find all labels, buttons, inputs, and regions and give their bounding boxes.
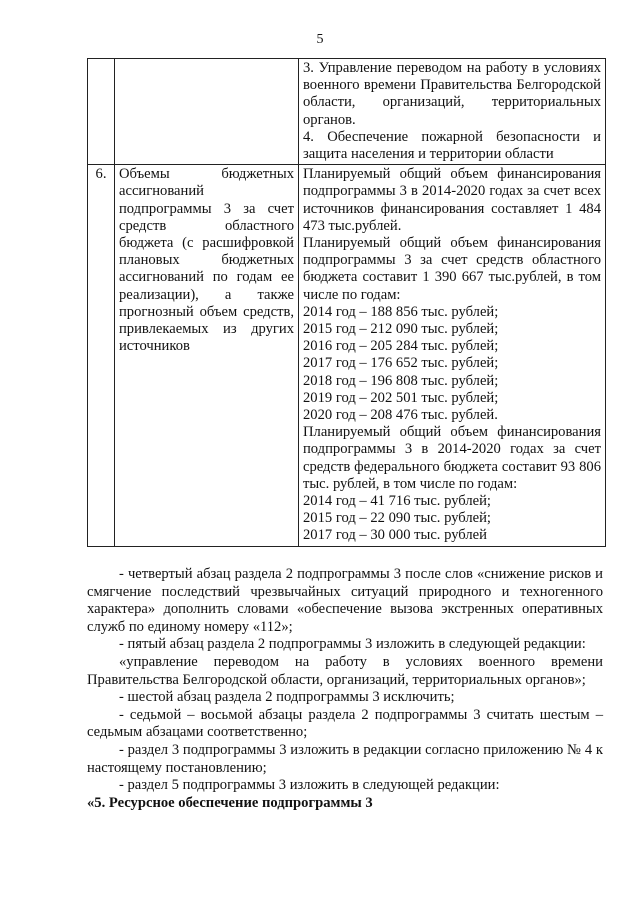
row-label-text: Объемы бюджетных ассигнований подпрограммы 3 за счет средств областного бюджета (с расшифровкой плановых бюджетных ассигнований по годам ее реализации), а также прогнозный объем средств, привлекаемых из других источников bbox=[119, 166, 294, 355]
table-row-6 bbox=[88, 165, 606, 546]
row-label bbox=[115, 165, 299, 546]
paragraph: - раздел 5 подпрограммы 3 изложить в следующей редакции: bbox=[119, 777, 500, 794]
paragraph: - пятый абзац раздела 2 подпрограммы 3 изложить в следующей редакции: bbox=[119, 636, 586, 653]
section-heading: «5. Ресурсное обеспечение подпрограммы 3 bbox=[87, 794, 373, 811]
passport-table bbox=[87, 58, 606, 547]
year-line: 2020 год – 208 476 тыс. рублей. bbox=[303, 407, 498, 424]
table-cell-content bbox=[299, 165, 606, 546]
page-number: 5 bbox=[316, 32, 324, 47]
year-line: 2015 год – 22 090 тыс. рублей; bbox=[303, 510, 491, 527]
year-line: 2015 год – 212 090 тыс. рублей; bbox=[303, 321, 499, 338]
year-line: 2014 год – 41 716 тыс. рублей; bbox=[303, 493, 491, 510]
cell-paragraph: Планируемый общий объем финансирования подпрограммы 3 за счет средств областного бюджета составит 1 390 667 тыс.рублей, в том числе по годам: bbox=[303, 235, 601, 303]
table-cell-empty-num bbox=[88, 59, 115, 165]
year-line: 2016 год – 205 284 тыс. рублей; bbox=[303, 338, 499, 355]
table-cell-content bbox=[299, 59, 606, 165]
table-cell-empty-label bbox=[115, 59, 299, 165]
year-line: 2018 год – 196 808 тыс. рублей; bbox=[303, 372, 499, 389]
quoted-paragraph: «управление переводом на работу в условиях военного времени Правительства Белгородской области, организаций, территориальных органов»; bbox=[87, 653, 603, 688]
body-text bbox=[87, 566, 603, 812]
cell-paragraph: 4. Обеспечение пожарной безопасности и защита населения и территории области bbox=[303, 128, 601, 163]
row-number: 6. bbox=[88, 165, 115, 546]
paragraph: - шестой абзац раздела 2 подпрограммы 3 исключить; bbox=[119, 689, 455, 706]
paragraph: - четвертый абзац раздела 2 подпрограммы 3 после слов «снижение рисков и смягчение последствий чрезвычайных ситуаций природного и техногенного характера» дополнить словами «обеспечение вызова экстренных оперативных служб по единому номеру «112»; bbox=[87, 566, 603, 635]
year-line: 2017 год – 30 000 тыс. рублей bbox=[303, 527, 487, 544]
cell-paragraph: Планируемый общий объем финансирования подпрограммы 3 в 2014-2020 годах за счет средств федерального бюджета составит 93 806 тыс. рублей, в том числе по годам: bbox=[303, 424, 601, 492]
paragraph: - раздел 3 подпрограммы 3 изложить в редакции согласно приложению № 4 к настоящему постановлению; bbox=[87, 741, 603, 776]
year-line: 2019 год – 202 501 тыс. рублей; bbox=[303, 389, 499, 406]
year-line: 2017 год – 176 652 тыс. рублей; bbox=[303, 355, 499, 372]
table-row-continued bbox=[88, 59, 606, 165]
year-line: 2014 год – 188 856 тыс. рублей; bbox=[303, 303, 499, 320]
paragraph: - седьмой – восьмой абзацы раздела 2 подпрограммы 3 считать шестым – седьмым абзацами соответственно; bbox=[87, 706, 603, 741]
cell-paragraph: 3. Управление переводом на работу в условиях военного времени Правительства Белгородской области, организаций, территориальных органов. bbox=[303, 60, 601, 128]
cell-paragraph: Планируемый общий объем финансирования подпрограммы 3 в 2014-2020 годах за счет всех источников финансирования составляет 1 484 473 тыс.рублей. bbox=[303, 166, 601, 234]
